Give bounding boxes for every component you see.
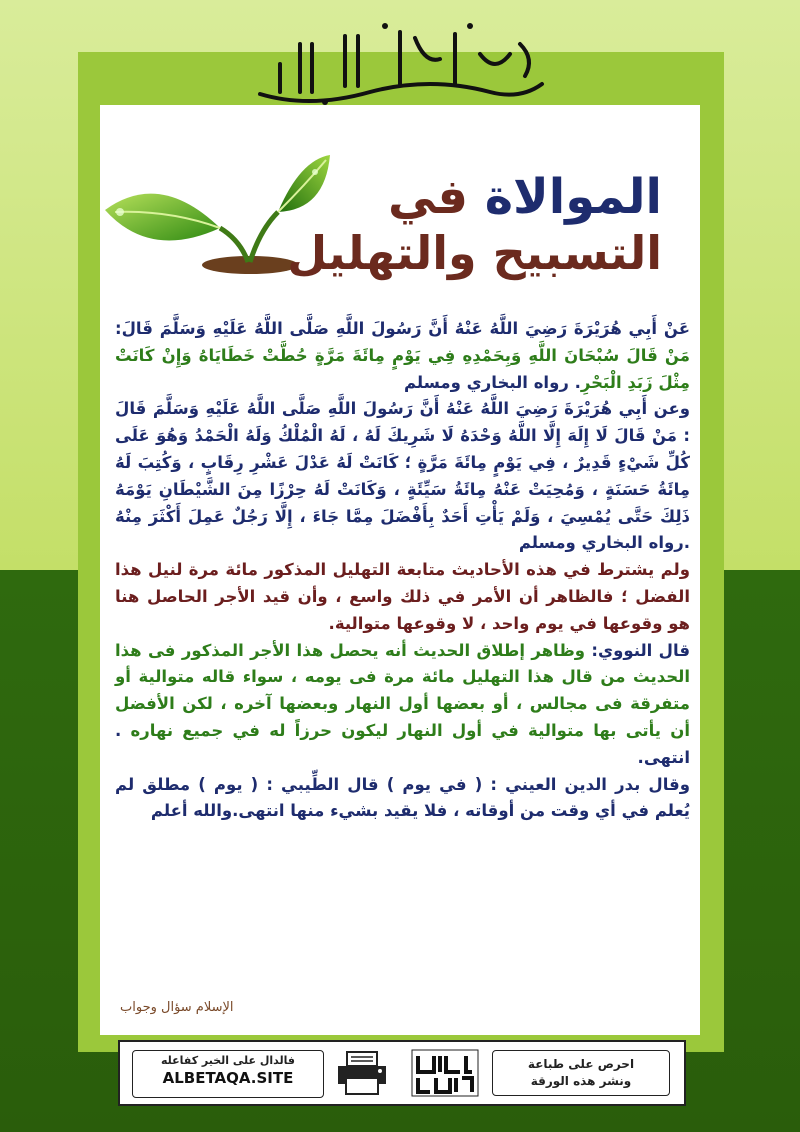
source-label: الإسلام سؤال وجواب: [120, 1000, 234, 1015]
article-body: [115, 316, 690, 825]
paragraph-commentary: [115, 557, 690, 637]
hadith-2-intro: وعن أَبِي هُرَيْرَةَ رَضِيَ اللَّهُ عَنْهُ أَنَّ رَسُولَ اللَّهِ صَلَّى اللَّهُ عَلَيْهِ وَسَلَّمَ قَالَ :: [115, 399, 690, 446]
hadith-1-source: . رواه البخاري ومسلم: [403, 372, 581, 392]
footer-bar: [118, 1040, 686, 1106]
footer-print-line1: احرص على طباعة: [527, 1057, 635, 1071]
hadith-1-text: مَنْ قَالَ سُبْحَانَ اللَّهِ وَبِحَمْدِهِ فِي يَوْمٍ مِائَةَ مَرَّةٍ حُطَّتْ خَطَايَاهُ وَإِنْ كَانَتْ مِثْلَ زَبَدِ الْبَحْرِ: [115, 345, 690, 392]
paragraph-nawawi: [115, 638, 690, 772]
nawawi-intro: قال النووي:: [585, 640, 690, 660]
paragraph-hadith-2: [115, 396, 690, 557]
footer-site-link[interactable]: ALBETAQA.SITE: [162, 1069, 294, 1087]
commentary-text: ولم يشترط في هذه الأحاديث متابعة التهليل المذكور مائة مرة لنيل هذا الفضل ؛ فالظاهر أن الأمر في ذلك واسع ، وأن قيد الأجر الحاصل هنا هو وقوعها في يوم واحد ، لا وقوعها متوالية.: [115, 560, 690, 633]
footer-site-box: [132, 1050, 324, 1098]
paragraph-hadith-1: [115, 316, 690, 396]
page-title-line2: التسبيح والتهليل: [287, 226, 662, 280]
printer-icon: [332, 1048, 392, 1098]
page-title-line1: [388, 170, 662, 224]
footer-print-line2: ونشر هذه الورقة: [530, 1074, 632, 1088]
footer-proverb: فالدال على الخير كفاعله: [160, 1054, 296, 1067]
aini-text: وقال بدر الدين العيني : ( في يوم ) قال الطِّيبي : ( يوم ) مطلق لم يُعلم في أي وقت من أوقاته ، فلا يقيد بشيء منها انتهى.والله أعلم: [115, 774, 690, 821]
albetaqa-logo: [410, 1048, 480, 1098]
nawawi-text: وظاهر إطلاق الحديث أنه يحصل هذا الأجر المذكور فى هذا الحديث من قال هذا التهليل مائة مرة فى يومه ، سواء قاله متوالية أو متفرقة فى مجالس ، أو بعضها أول النهار وبعضها آخره ، لكن الأفضل أن يأتى بها متوالية في أول النهار ليكون حرزاً له في جميع نهاره: [115, 640, 690, 740]
hadith-1-intro: عَنْ أَبِي هُرَيْرَةَ رَضِيَ اللَّهُ عَنْهُ أَنَّ رَسُولَ اللَّهِ صَلَّى اللَّهُ عَلَيْهِ وَسَلَّمَ قَالَ:: [115, 319, 690, 338]
title-word-mowalah: الموالاة: [484, 169, 662, 225]
nawawi-end: . انتهى.: [115, 720, 690, 767]
title-word-fi: في: [388, 169, 468, 225]
hadith-2-source: .رواه البخاري ومسلم: [518, 533, 690, 553]
footer-print-box: [492, 1050, 670, 1096]
paragraph-aini: [115, 772, 690, 826]
basmala-calligraphy: [250, 14, 550, 112]
hadith-2-text: مَنْ قَالَ لَا إِلَهَ إِلَّا اللَّهُ وَحْدَهُ لَا شَرِيكَ لَهُ ، لَهُ الْمُلْكُ وَلَهُ الْحَمْدُ وَهُوَ عَلَى كُلِّ شَيْءٍ قَدِيرٌ ، فِي يَوْمٍ مِائَةَ مَرَّةٍ ؛ كَانَتْ لَهُ عَدْلَ عَشْرِ رِقَابٍ ، وَكُتِبَ لَهُ مِائَةُ حَسَنَةٍ ، وَمُحِيَتْ عَنْهُ مِائَةُ سَيِّئَةٍ ، وَكَانَتْ لَهُ حِرْزًا مِنَ الشَّيْطَانِ يَوْمَهُ ذَلِكَ حَتَّى يُمْسِيَ ، وَلَمْ يَأْتِ أَحَدٌ بِأَفْضَلَ مِمَّا جَاءَ ، إِلَّا رَجُلٌ عَمِلَ أَكْثَرَ مِنْهُ: [115, 426, 690, 526]
